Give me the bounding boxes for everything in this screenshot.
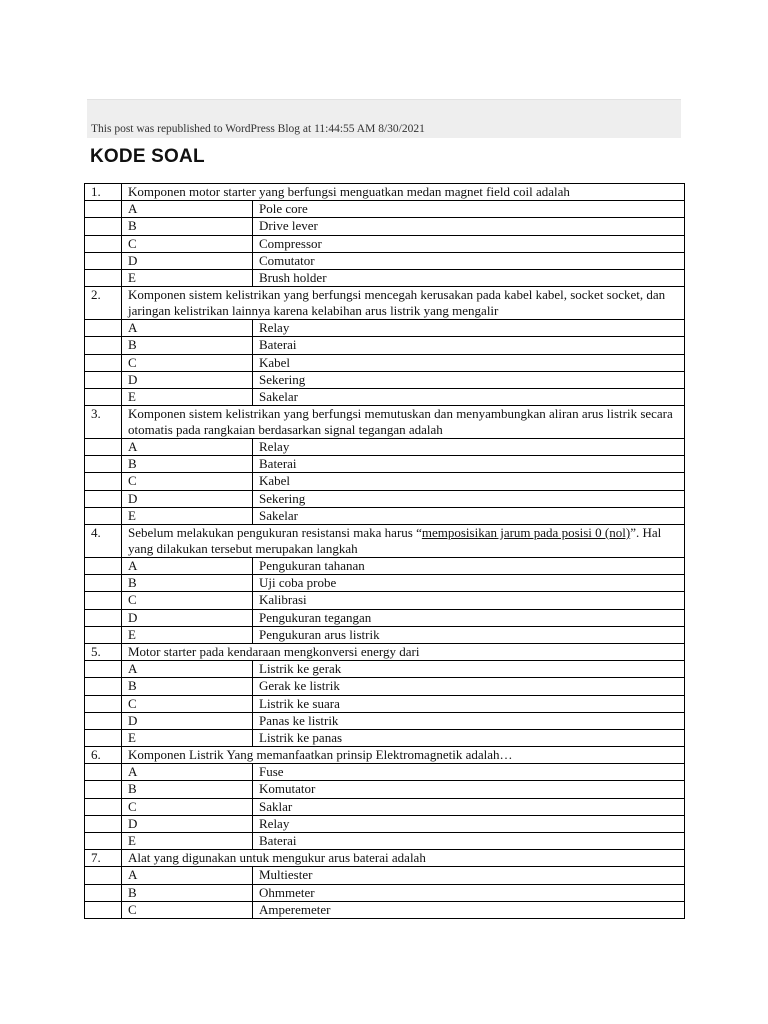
option-row <box>85 815 685 832</box>
option-text: Gerak ke listrik <box>253 678 685 695</box>
option-letter: D <box>122 815 253 832</box>
option-number-cell <box>85 781 122 798</box>
option-number-cell <box>85 320 122 337</box>
option-number-cell <box>85 592 122 609</box>
option-row <box>85 507 685 524</box>
question-text-underlined: memposisikan jarum pada posisi 0 (nol) <box>421 525 631 540</box>
option-row <box>85 490 685 507</box>
option-letter: D <box>122 371 253 388</box>
option-text: Relay <box>253 320 685 337</box>
option-number-cell <box>85 490 122 507</box>
question-number: 1. <box>85 184 122 201</box>
option-text: Listrik ke gerak <box>253 661 685 678</box>
option-letter: C <box>122 798 253 815</box>
option-letter: A <box>122 439 253 456</box>
option-text: Multiester <box>253 867 685 884</box>
option-row <box>85 218 685 235</box>
option-number-cell <box>85 729 122 746</box>
option-row <box>85 473 685 490</box>
option-number-cell <box>85 764 122 781</box>
option-row <box>85 764 685 781</box>
republish-notice: This post was republished to WordPress Blog at 11:44:55 AM 8/30/2021 <box>91 123 425 135</box>
option-text: Amperemeter <box>253 901 685 918</box>
option-number-cell <box>85 609 122 626</box>
option-number-cell <box>85 884 122 901</box>
option-number-cell <box>85 252 122 269</box>
option-letter: A <box>122 201 253 218</box>
option-row <box>85 833 685 850</box>
option-letter: B <box>122 218 253 235</box>
option-letter: B <box>122 575 253 592</box>
option-text: Kalibrasi <box>253 592 685 609</box>
option-row <box>85 798 685 815</box>
option-letter: E <box>122 626 253 643</box>
question-number: 6. <box>85 747 122 764</box>
question-text-after: ”. Hal yang dilakukan tersebut merupakan langkah <box>128 525 662 556</box>
option-letter: A <box>122 661 253 678</box>
option-number-cell <box>85 661 122 678</box>
option-letter: D <box>122 712 253 729</box>
option-text: Sekering <box>253 371 685 388</box>
option-letter: A <box>122 867 253 884</box>
option-letter: A <box>122 320 253 337</box>
option-letter: E <box>122 269 253 286</box>
option-row <box>85 695 685 712</box>
option-letter: B <box>122 781 253 798</box>
question-text: Komponen Listrik Yang memanfaatkan prinsip Elektromagnetik adalah… <box>122 747 685 764</box>
question-text <box>122 525 685 558</box>
option-number-cell <box>85 575 122 592</box>
option-letter: C <box>122 354 253 371</box>
option-text: Kabel <box>253 473 685 490</box>
option-number-cell <box>85 218 122 235</box>
republish-banner <box>87 99 681 138</box>
option-letter: D <box>122 609 253 626</box>
option-number-cell <box>85 371 122 388</box>
question-row <box>85 287 685 320</box>
option-letter: C <box>122 473 253 490</box>
option-text: Pengukuran tahanan <box>253 558 685 575</box>
option-text: Sakelar <box>253 507 685 524</box>
option-row <box>85 867 685 884</box>
question-number: 3. <box>85 406 122 439</box>
option-number-cell <box>85 678 122 695</box>
option-row <box>85 678 685 695</box>
question-row <box>85 525 685 558</box>
option-text: Panas ke listrik <box>253 712 685 729</box>
option-row <box>85 456 685 473</box>
question-text: Alat yang digunakan untuk mengukur arus baterai adalah <box>122 850 685 867</box>
question-number: 4. <box>85 525 122 558</box>
option-number-cell <box>85 456 122 473</box>
option-text: Baterai <box>253 456 685 473</box>
question-text: Motor starter pada kendaraan mengkonversi energy dari <box>122 643 685 660</box>
option-letter: E <box>122 729 253 746</box>
option-number-cell <box>85 337 122 354</box>
option-number-cell <box>85 473 122 490</box>
option-letter: B <box>122 456 253 473</box>
option-text: Listrik ke panas <box>253 729 685 746</box>
option-text: Drive lever <box>253 218 685 235</box>
option-number-cell <box>85 558 122 575</box>
option-row <box>85 884 685 901</box>
option-row <box>85 592 685 609</box>
option-text: Uji coba probe <box>253 575 685 592</box>
option-text: Baterai <box>253 833 685 850</box>
question-number: 2. <box>85 287 122 320</box>
option-text: Compressor <box>253 235 685 252</box>
question-row <box>85 184 685 201</box>
option-text: Saklar <box>253 798 685 815</box>
option-number-cell <box>85 626 122 643</box>
option-number-cell <box>85 507 122 524</box>
question-row <box>85 643 685 660</box>
question-row <box>85 747 685 764</box>
option-text: Sakelar <box>253 388 685 405</box>
page-title: KODE SOAL <box>90 146 205 167</box>
question-text-before: Sebelum melakukan pengukuran resistansi maka harus “ <box>128 525 422 540</box>
option-number-cell <box>85 712 122 729</box>
question-row <box>85 406 685 439</box>
option-number-cell <box>85 354 122 371</box>
option-row <box>85 712 685 729</box>
option-row <box>85 201 685 218</box>
option-text: Pengukuran arus listrik <box>253 626 685 643</box>
option-text: Relay <box>253 439 685 456</box>
option-row <box>85 901 685 918</box>
option-number-cell <box>85 901 122 918</box>
option-letter: C <box>122 695 253 712</box>
option-text: Baterai <box>253 337 685 354</box>
option-number-cell <box>85 269 122 286</box>
option-row <box>85 235 685 252</box>
option-letter: E <box>122 507 253 524</box>
option-number-cell <box>85 695 122 712</box>
option-row <box>85 439 685 456</box>
option-text: Brush holder <box>253 269 685 286</box>
option-letter: C <box>122 592 253 609</box>
option-text: Relay <box>253 815 685 832</box>
option-text: Komutator <box>253 781 685 798</box>
option-text: Pengukuran tegangan <box>253 609 685 626</box>
option-row <box>85 609 685 626</box>
question-text: Komponen motor starter yang berfungsi menguatkan medan magnet field coil adalah <box>122 184 685 201</box>
option-number-cell <box>85 235 122 252</box>
option-letter: C <box>122 235 253 252</box>
option-number-cell <box>85 867 122 884</box>
quiz-table <box>84 183 685 919</box>
option-letter: C <box>122 901 253 918</box>
question-number: 7. <box>85 850 122 867</box>
option-row <box>85 337 685 354</box>
option-row <box>85 729 685 746</box>
option-row <box>85 661 685 678</box>
option-letter: B <box>122 337 253 354</box>
option-row <box>85 575 685 592</box>
option-row <box>85 781 685 798</box>
option-text: Fuse <box>253 764 685 781</box>
option-number-cell <box>85 815 122 832</box>
option-row <box>85 388 685 405</box>
option-letter: A <box>122 558 253 575</box>
quiz-table-body <box>85 184 685 919</box>
option-letter: A <box>122 764 253 781</box>
option-letter: D <box>122 490 253 507</box>
option-text: Sekering <box>253 490 685 507</box>
option-text: Listrik ke suara <box>253 695 685 712</box>
option-text: Ohmmeter <box>253 884 685 901</box>
option-letter: B <box>122 884 253 901</box>
option-text: Comutator <box>253 252 685 269</box>
option-text: Pole core <box>253 201 685 218</box>
option-text: Kabel <box>253 354 685 371</box>
option-row <box>85 558 685 575</box>
option-row <box>85 371 685 388</box>
option-number-cell <box>85 798 122 815</box>
option-letter: E <box>122 388 253 405</box>
question-number: 5. <box>85 643 122 660</box>
option-row <box>85 354 685 371</box>
option-row <box>85 320 685 337</box>
option-number-cell <box>85 388 122 405</box>
option-letter: E <box>122 833 253 850</box>
option-letter: D <box>122 252 253 269</box>
option-letter: B <box>122 678 253 695</box>
option-number-cell <box>85 833 122 850</box>
option-row <box>85 252 685 269</box>
option-number-cell <box>85 439 122 456</box>
question-text: Komponen sistem kelistrikan yang berfungsi memutuskan dan menyambungkan aliran arus listrik secara otomatis pada rangkaian berdasarkan signal tegangan adalah <box>122 406 685 439</box>
option-number-cell <box>85 201 122 218</box>
question-text: Komponen sistem kelistrikan yang berfungsi mencegah kerusakan pada kabel kabel, socket socket, dan jaringan kelistrikan lainnya karena kelabihan arus listrik yang mengalir <box>122 287 685 320</box>
option-row <box>85 269 685 286</box>
question-row <box>85 850 685 867</box>
option-row <box>85 626 685 643</box>
